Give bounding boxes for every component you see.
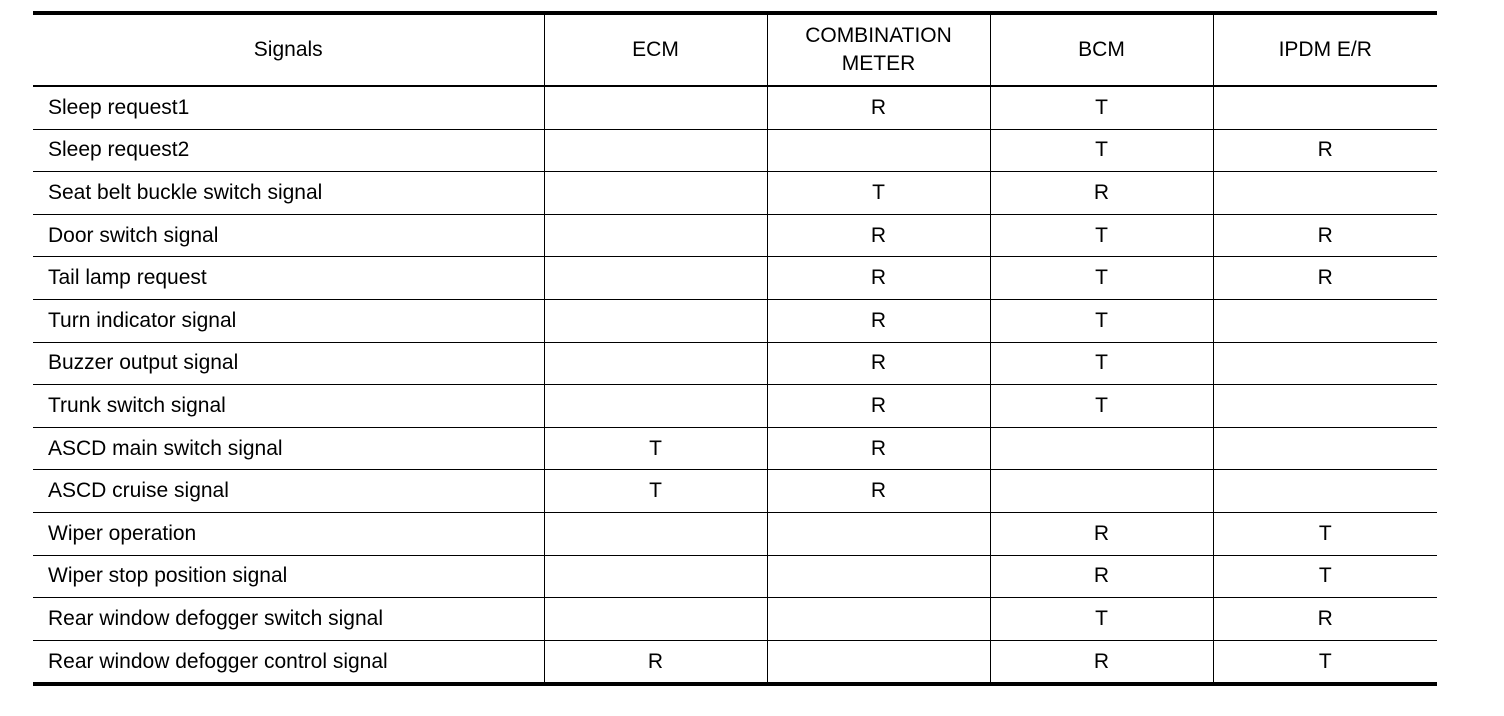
bcm-cell: T: [990, 257, 1213, 300]
ecm-cell: [544, 342, 767, 385]
ipdm-cell: T: [1213, 640, 1437, 684]
table-row: [33, 257, 1437, 300]
header-bcm: BCM: [990, 13, 1213, 86]
table-row: [33, 86, 1437, 129]
ecm-cell: [544, 214, 767, 257]
combination-meter-cell: R: [767, 427, 990, 470]
ecm-cell: [544, 129, 767, 172]
table-row: [33, 640, 1437, 684]
bcm-cell: [990, 470, 1213, 513]
combination-meter-cell: R: [767, 214, 990, 257]
signal-name-cell: ASCD cruise signal: [33, 470, 544, 513]
table-body: [33, 86, 1437, 684]
ecm-cell: [544, 385, 767, 428]
ecm-cell: R: [544, 640, 767, 684]
bcm-cell: R: [990, 555, 1213, 598]
ipdm-cell: [1213, 86, 1437, 129]
table-row: [33, 555, 1437, 598]
ipdm-cell: R: [1213, 257, 1437, 300]
combination-meter-cell: [767, 598, 990, 641]
table-header: [33, 13, 1437, 86]
ecm-cell: [544, 598, 767, 641]
ipdm-cell: [1213, 470, 1437, 513]
combination-meter-cell: R: [767, 470, 990, 513]
combination-meter-cell: [767, 512, 990, 555]
signal-name-cell: Rear window defogger control signal: [33, 640, 544, 684]
bcm-cell: T: [990, 129, 1213, 172]
ipdm-cell: [1213, 342, 1437, 385]
ipdm-cell: [1213, 427, 1437, 470]
ipdm-cell: R: [1213, 214, 1437, 257]
bcm-cell: T: [990, 342, 1213, 385]
combination-meter-cell: [767, 640, 990, 684]
ecm-cell: [544, 172, 767, 215]
combination-meter-cell: R: [767, 342, 990, 385]
signal-name-cell: Turn indicator signal: [33, 299, 544, 342]
ecm-cell: [544, 512, 767, 555]
combination-meter-cell: R: [767, 257, 990, 300]
ecm-cell: [544, 299, 767, 342]
ipdm-cell: [1213, 299, 1437, 342]
header-ecm: ECM: [544, 13, 767, 86]
table-row: [33, 512, 1437, 555]
bcm-cell: T: [990, 214, 1213, 257]
signal-name-cell: Wiper operation: [33, 512, 544, 555]
bcm-cell: R: [990, 640, 1213, 684]
table-row: [33, 172, 1437, 215]
header-combination-line1: COMBINATION: [805, 24, 952, 47]
bcm-cell: [990, 427, 1213, 470]
signal-name-cell: Sleep request2: [33, 129, 544, 172]
ecm-cell: [544, 257, 767, 300]
bcm-cell: T: [990, 299, 1213, 342]
table-row: [33, 427, 1437, 470]
bcm-cell: T: [990, 598, 1213, 641]
signal-name-cell: ASCD main switch signal: [33, 427, 544, 470]
ipdm-cell: [1213, 172, 1437, 215]
ipdm-cell: R: [1213, 598, 1437, 641]
bcm-cell: T: [990, 86, 1213, 129]
header-combination-line2: METER: [841, 52, 916, 75]
header-signals: Signals: [33, 13, 544, 86]
table-row: [33, 342, 1437, 385]
signal-name-cell: Rear window defogger switch signal: [33, 598, 544, 641]
combination-meter-cell: [767, 555, 990, 598]
bcm-cell: R: [990, 512, 1213, 555]
combination-meter-cell: T: [767, 172, 990, 215]
signal-name-cell: Tail lamp request: [33, 257, 544, 300]
bcm-cell: T: [990, 385, 1213, 428]
signal-name-cell: Buzzer output signal: [33, 342, 544, 385]
signal-name-cell: Seat belt buckle switch signal: [33, 172, 544, 215]
ecm-cell: T: [544, 427, 767, 470]
table-row: [33, 470, 1437, 513]
signal-name-cell: Trunk switch signal: [33, 385, 544, 428]
signal-name-cell: Sleep request1: [33, 86, 544, 129]
ecm-cell: [544, 86, 767, 129]
signal-table: [33, 11, 1437, 686]
ipdm-cell: R: [1213, 129, 1437, 172]
ipdm-cell: T: [1213, 555, 1437, 598]
header-row: [33, 13, 1437, 86]
ipdm-cell: [1213, 385, 1437, 428]
signal-name-cell: Wiper stop position signal: [33, 555, 544, 598]
table-row: [33, 214, 1437, 257]
ecm-cell: [544, 555, 767, 598]
ecm-cell: T: [544, 470, 767, 513]
header-combination-meter: [767, 13, 990, 86]
table-row: [33, 385, 1437, 428]
combination-meter-cell: R: [767, 86, 990, 129]
ipdm-cell: T: [1213, 512, 1437, 555]
combination-meter-cell: R: [767, 299, 990, 342]
combination-meter-cell: [767, 129, 990, 172]
table-row: [33, 299, 1437, 342]
table-row: [33, 129, 1437, 172]
table-row: [33, 598, 1437, 641]
bcm-cell: R: [990, 172, 1213, 215]
signal-name-cell: Door switch signal: [33, 214, 544, 257]
combination-meter-cell: R: [767, 385, 990, 428]
header-ipdm: IPDM E/R: [1213, 13, 1437, 86]
